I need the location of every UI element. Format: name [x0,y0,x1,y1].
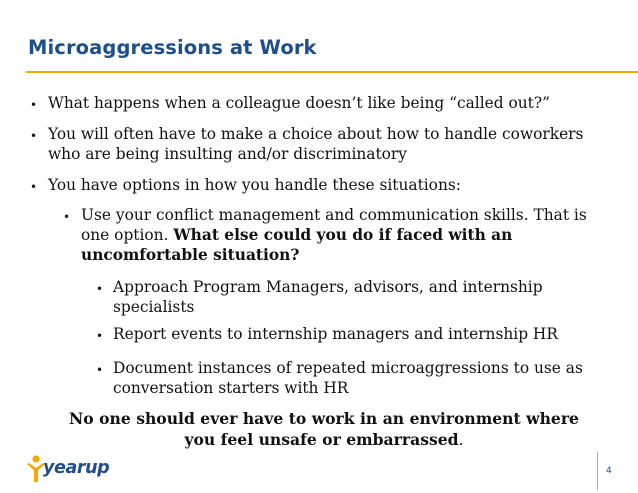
sub-bullet-line-1: Use your conflict management and communication skills. That is [81,206,587,224]
closing-period: . [458,431,464,449]
sub-sub-bullet-1-line-2: specialists [113,298,195,316]
title-underline [26,71,638,73]
bullet-marker: • [30,180,38,194]
closing-line-2 [40,429,608,451]
footer-divider [597,452,598,490]
closing-line-2-text: you feel unsafe or embarrassed [184,430,459,449]
closing-line-1: No one should ever have to work in an environment where [69,409,579,428]
sub-sub-bullet-marker: • [96,282,104,296]
sub-sub-bullet-marker: • [96,363,104,377]
bullet-2-line-1: You will often have to make a choice about how to handle coworkers [48,125,584,143]
sub-sub-bullet-3-line-2: conversation starters with HR [113,379,349,397]
closing-statement [40,408,608,451]
yearup-logo [26,454,122,484]
bullet-marker: • [30,98,38,112]
sub-bullet-line-3: uncomfortable situation? [81,246,300,264]
sub-sub-bullet-marker: • [96,329,104,343]
sub-bullet-plain-text: one option. [81,226,174,244]
bullet-1-line-1: What happens when a colleague doesn’t like being “called out?” [48,94,550,112]
sub-sub-bullet-3-line-1: Document instances of repeated microaggressions to use as [113,359,583,377]
sub-bullet-marker: • [63,210,71,224]
sub-bullet-line-2 [81,225,512,245]
sub-bullet-question: What else could you do if faced with an [173,226,513,244]
bullet-marker: • [30,129,38,143]
logo-text: yearup [43,458,110,478]
slide-title: Microaggressions at Work [28,36,317,59]
sub-sub-bullet-2-line-1: Report events to internship managers and internship HR [113,325,558,343]
sub-sub-bullet-1-line-1: Approach Program Managers, advisors, and internship [113,278,543,296]
bullet-2-line-2: who are being insulting and/or discriminatory [48,145,407,163]
bullet-3-line-1: You have options in how you handle these situations: [48,176,461,194]
page-number: 4 [606,466,612,476]
